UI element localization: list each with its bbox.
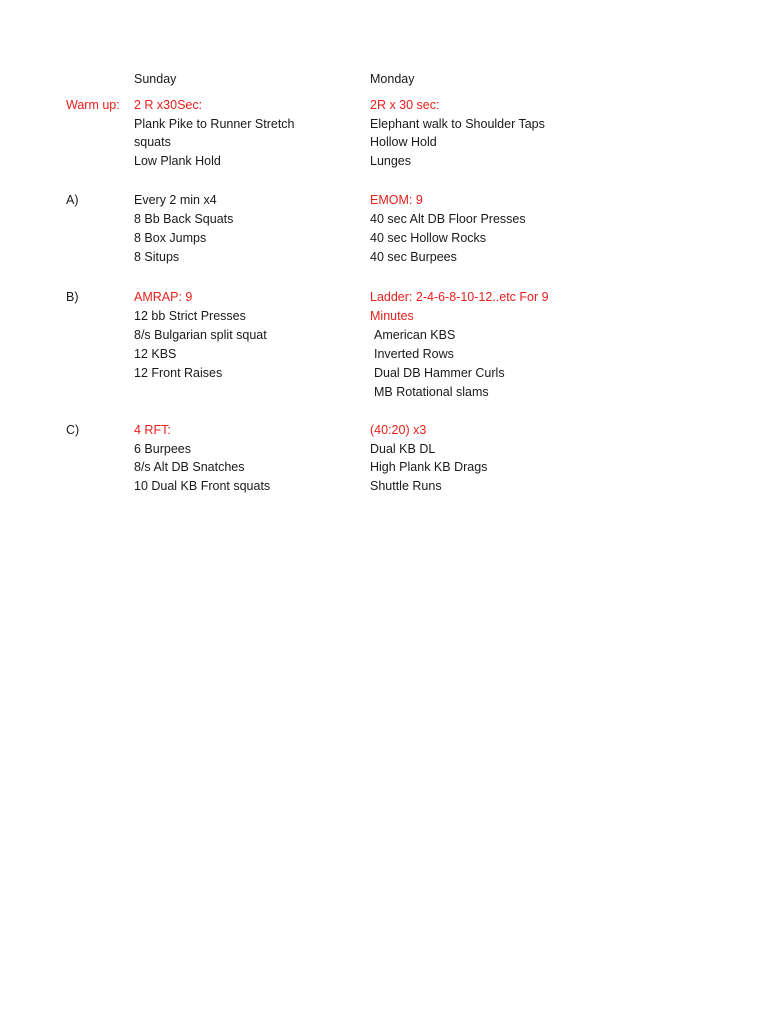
warmup-monday-item: Elephant walk to Shoulder Taps xyxy=(370,117,545,131)
b-monday-item: American KBS xyxy=(374,328,456,342)
header-sunday: Sunday xyxy=(134,72,177,86)
warmup-monday-scheme: 2R x 30 sec: xyxy=(370,98,440,112)
c-sunday-item: 10 Dual KB Front squats xyxy=(134,479,271,493)
c-monday-item: Shuttle Runs xyxy=(370,479,442,493)
a-monday-scheme: EMOM: 9 xyxy=(370,193,423,207)
header-monday: Monday xyxy=(370,72,415,86)
section-c-label: C) xyxy=(66,423,80,437)
b-monday-item: Dual DB Hammer Curls xyxy=(374,366,505,380)
a-sunday-item: 8 Box Jumps xyxy=(134,231,207,245)
warmup-sunday-scheme: 2 R x30Sec: xyxy=(134,98,203,112)
b-sunday-item: 12 Front Raises xyxy=(134,366,223,380)
section-a-label: A) xyxy=(66,193,79,207)
c-sunday-scheme: 4 RFT: xyxy=(134,423,171,437)
c-sunday-item: 6 Burpees xyxy=(134,442,191,456)
c-monday-scheme: (40:20) x3 xyxy=(370,423,427,437)
c-monday-item: Dual KB DL xyxy=(370,442,436,456)
a-sunday-item: 8 Situps xyxy=(134,250,180,264)
section-b-label: B) xyxy=(66,290,79,304)
warmup-monday-item: Lunges xyxy=(370,154,412,168)
b-sunday-item: 12 bb Strict Presses xyxy=(134,309,246,323)
warmup-sunday-item: Low Plank Hold xyxy=(134,154,221,168)
b-monday-item: MB Rotational slams xyxy=(374,385,489,399)
a-monday-item: 40 sec Alt DB Floor Presses xyxy=(370,212,526,226)
c-monday-item: High Plank KB Drags xyxy=(370,460,488,474)
warmup-sunday-item: Plank Pike to Runner Stretch xyxy=(134,117,295,131)
b-sunday-scheme: AMRAP: 9 xyxy=(134,290,193,304)
warmup-sunday-item: squats xyxy=(134,135,171,149)
c-sunday-item: 8/s Alt DB Snatches xyxy=(134,460,245,474)
warmup-label: Warm up: xyxy=(66,98,120,112)
a-monday-item: 40 sec Burpees xyxy=(370,250,457,264)
a-sunday-scheme: Every 2 min x4 xyxy=(134,193,217,207)
b-monday-scheme: Ladder: 2-4-6-8-10-12..etc For 9 xyxy=(370,290,549,304)
b-monday-scheme-cont: Minutes xyxy=(370,309,414,323)
a-monday-item: 40 sec Hollow Rocks xyxy=(370,231,487,245)
b-monday-item: Inverted Rows xyxy=(374,347,454,361)
a-sunday-item: 8 Bb Back Squats xyxy=(134,212,234,226)
b-sunday-item: 8/s Bulgarian split squat xyxy=(134,328,267,342)
warmup-monday-item: Hollow Hold xyxy=(370,135,437,149)
b-sunday-item: 12 KBS xyxy=(134,347,177,361)
